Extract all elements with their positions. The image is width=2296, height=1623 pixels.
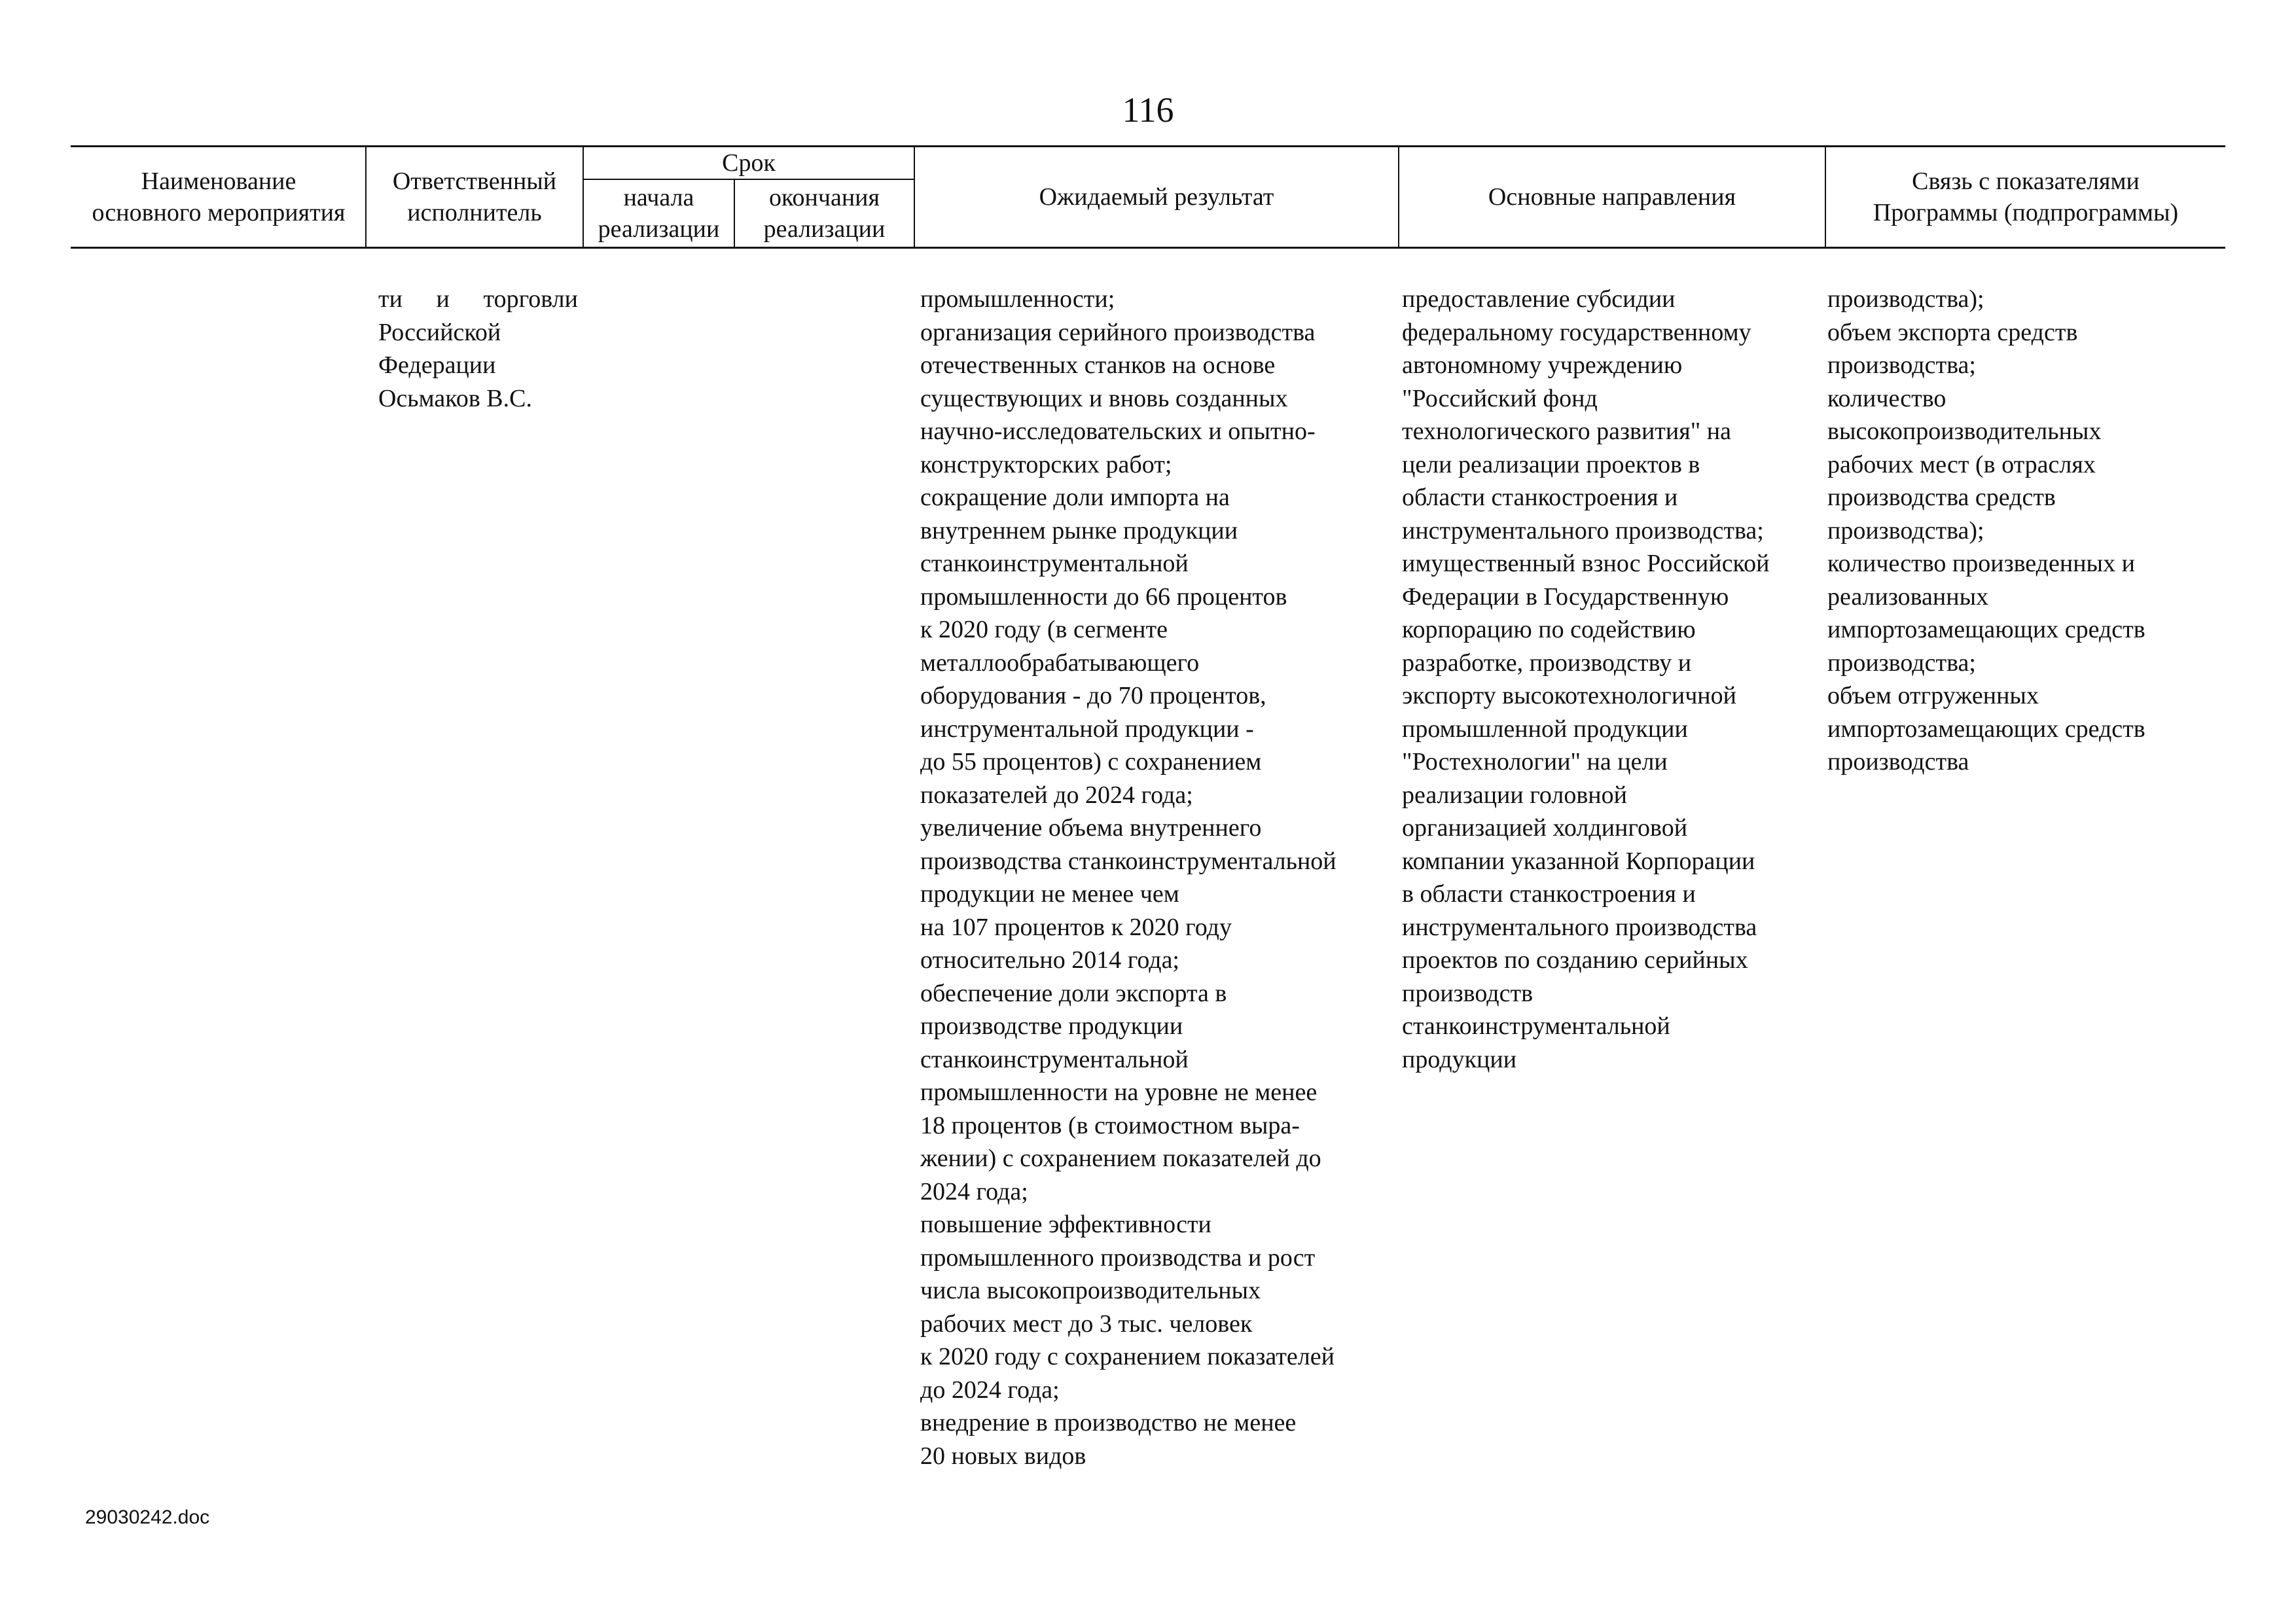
responsible-line [378, 283, 578, 316]
directions-line: проектов по созданию серийных [1402, 946, 1748, 974]
page-number: 116 [1122, 90, 1174, 130]
indicators-line: количество [1827, 384, 1946, 412]
result-line: на 107 процентов к 2020 году [920, 913, 1232, 941]
indicators-line: импортозамещающих средств [1827, 616, 2145, 643]
indicators-line: рабочих мест (в отраслях [1827, 450, 2096, 478]
result-line: промышленного производства и рост [920, 1243, 1316, 1272]
indicators-line: объем отгруженных [1827, 682, 2039, 709]
directions-line: "Ростехнологии" на цели [1402, 748, 1668, 776]
header-start [584, 180, 734, 247]
responsible-word: и [436, 285, 450, 313]
result-line: отечественных станков на основе [920, 351, 1276, 379]
result-line: продукции не менее чем [920, 880, 1179, 908]
directions-line: компании указанной Корпорации [1402, 847, 1755, 875]
directions-line: инструментального производства [1402, 913, 1757, 941]
result-line: организация серийного производства [920, 318, 1316, 346]
indicators-line: производства средств [1827, 484, 2056, 511]
result-line: промышленности; [920, 285, 1115, 313]
result-line: сокращение доли импорта на [920, 484, 1230, 511]
directions-line: области станкостроения и [1402, 484, 1678, 511]
header-end-line1: окончания [769, 184, 880, 211]
result-line: к 2020 году с сохранением показателей [920, 1343, 1335, 1370]
directions-line: станкоинструментальной [1402, 1012, 1670, 1040]
header-responsible-line2: исполнитель [407, 199, 542, 226]
footer-document-code: 29030242.doc [85, 1507, 210, 1528]
directions-line: продукции [1402, 1045, 1517, 1073]
directions-line: разработке, производству и [1402, 649, 1692, 677]
indicators-line: производства; [1827, 649, 1976, 677]
result-line: существующих и вновь созданных [920, 384, 1288, 412]
result-line: до 55 процентов) с сохранением [920, 748, 1262, 776]
header-responsible [367, 147, 583, 247]
header-directions: Основные направления [1488, 183, 1736, 211]
result-line: конструкторских работ; [920, 450, 1172, 478]
indicators-line: объем экспорта средств [1827, 318, 2078, 346]
result-line: производстве продукции [920, 1012, 1183, 1040]
directions-line: цели реализации проектов в [1402, 450, 1700, 478]
responsible-line: Российской [378, 318, 501, 346]
responsible-cell [378, 283, 578, 415]
directions-cell [1402, 283, 1769, 1076]
result-line: 20 новых видов [920, 1442, 1086, 1470]
result-line: промышленности на уровне не менее [920, 1079, 1318, 1106]
result-line: числа высокопроизводительных [920, 1277, 1261, 1304]
directions-line: корпорацию по содействию [1402, 616, 1696, 643]
header-responsible-line1: Ответственный [392, 168, 557, 195]
header-indicators-line2: Программы (подпрограммы) [1873, 199, 2179, 226]
result-line: станкоинструментальной [920, 550, 1189, 577]
result-line: жении) с сохранением показателей до [920, 1145, 1321, 1172]
result-line: увеличение объема внутреннего [920, 814, 1262, 842]
result-line: металлообрабатывающего [920, 649, 1200, 677]
indicators-line: производства [1827, 748, 1969, 776]
header-name-line2: основного мероприятия [92, 199, 346, 226]
indicators-line: реализованных [1827, 582, 1989, 611]
header-indicators [1826, 147, 2225, 247]
header-start-line1: начала [623, 184, 694, 211]
responsible-line: Осьмаков В.С. [378, 384, 532, 412]
header-name-line1: Наименование [141, 168, 296, 195]
result-line: рабочих мест до 3 тыс. человек [920, 1310, 1253, 1338]
indicators-line: производства); [1827, 516, 1984, 544]
directions-line: федеральному государственному [1402, 318, 1751, 346]
indicators-cell [1827, 283, 2145, 779]
result-line: к 2020 году (в сегменте [920, 616, 1168, 643]
indicators-line: производства); [1827, 285, 1984, 313]
result-line: показателей до 2024 года; [920, 781, 1193, 809]
header-end [735, 180, 914, 247]
result-line: до 2024 года; [920, 1376, 1060, 1404]
result-line: станкоинструментальной [920, 1045, 1189, 1073]
directions-line: Федерации в Государственную [1402, 582, 1729, 611]
result-line: 18 процентов (в стоимостном выра- [920, 1111, 1300, 1139]
header-indicators-line1: Связь с показателями [1912, 168, 2140, 195]
result-line: инструментальной продукции - [920, 715, 1254, 743]
indicators-line: импортозамещающих средств [1827, 715, 2145, 743]
result-line: относительно 2014 года; [920, 946, 1179, 974]
directions-line: инструментального производства; [1402, 516, 1764, 544]
result-line: внутреннем рынке продукции [920, 516, 1238, 544]
directions-line: "Российский фонд [1402, 384, 1598, 412]
header-end-line2: реализации [763, 215, 886, 243]
result-line: 2024 года; [920, 1177, 1028, 1205]
directions-line: организацией холдинговой [1402, 814, 1688, 842]
header-result: Ожидаемый результат [1039, 183, 1274, 211]
responsible-word: торговли [483, 285, 578, 313]
result-line: внедрение в производство не менее [920, 1409, 1297, 1436]
indicators-line: количество произведенных и [1827, 550, 2135, 577]
result-line: оборудования - до 70 процентов, [920, 682, 1266, 709]
directions-line: реализации головной [1402, 781, 1627, 809]
header-start-line2: реализации [598, 215, 720, 243]
result-line: научно-исследовательских и опытно- [920, 418, 1316, 445]
directions-line: технологического развития" на [1402, 418, 1731, 445]
directions-line: предоставление субсидии [1402, 285, 1676, 313]
indicators-line: высокопроизводительных [1827, 418, 2102, 445]
directions-line: экспорту высокотехнологичной [1402, 682, 1736, 709]
header-name [72, 147, 365, 247]
header-bottom-rule [71, 247, 2225, 249]
directions-line: имущественный взнос Российской [1402, 550, 1770, 577]
directions-line: автономному учреждению [1402, 351, 1683, 379]
indicators-line: производства; [1827, 351, 1976, 379]
result-line: производства станкоинструментальной [920, 847, 1336, 875]
responsible-line: Федерации [378, 351, 496, 379]
result-line: повышение эффективности [920, 1211, 1211, 1238]
responsible-word: ти [378, 285, 403, 313]
result-line: обеспечение доли экспорта в [920, 979, 1227, 1007]
result-cell [920, 283, 1336, 1472]
directions-line: промышленной продукции [1402, 715, 1688, 743]
header-term: Срок [722, 149, 776, 177]
directions-line: производств [1402, 979, 1534, 1007]
directions-line: в области станкостроения и [1402, 880, 1696, 908]
result-line: промышленности до 66 процентов [920, 582, 1287, 611]
